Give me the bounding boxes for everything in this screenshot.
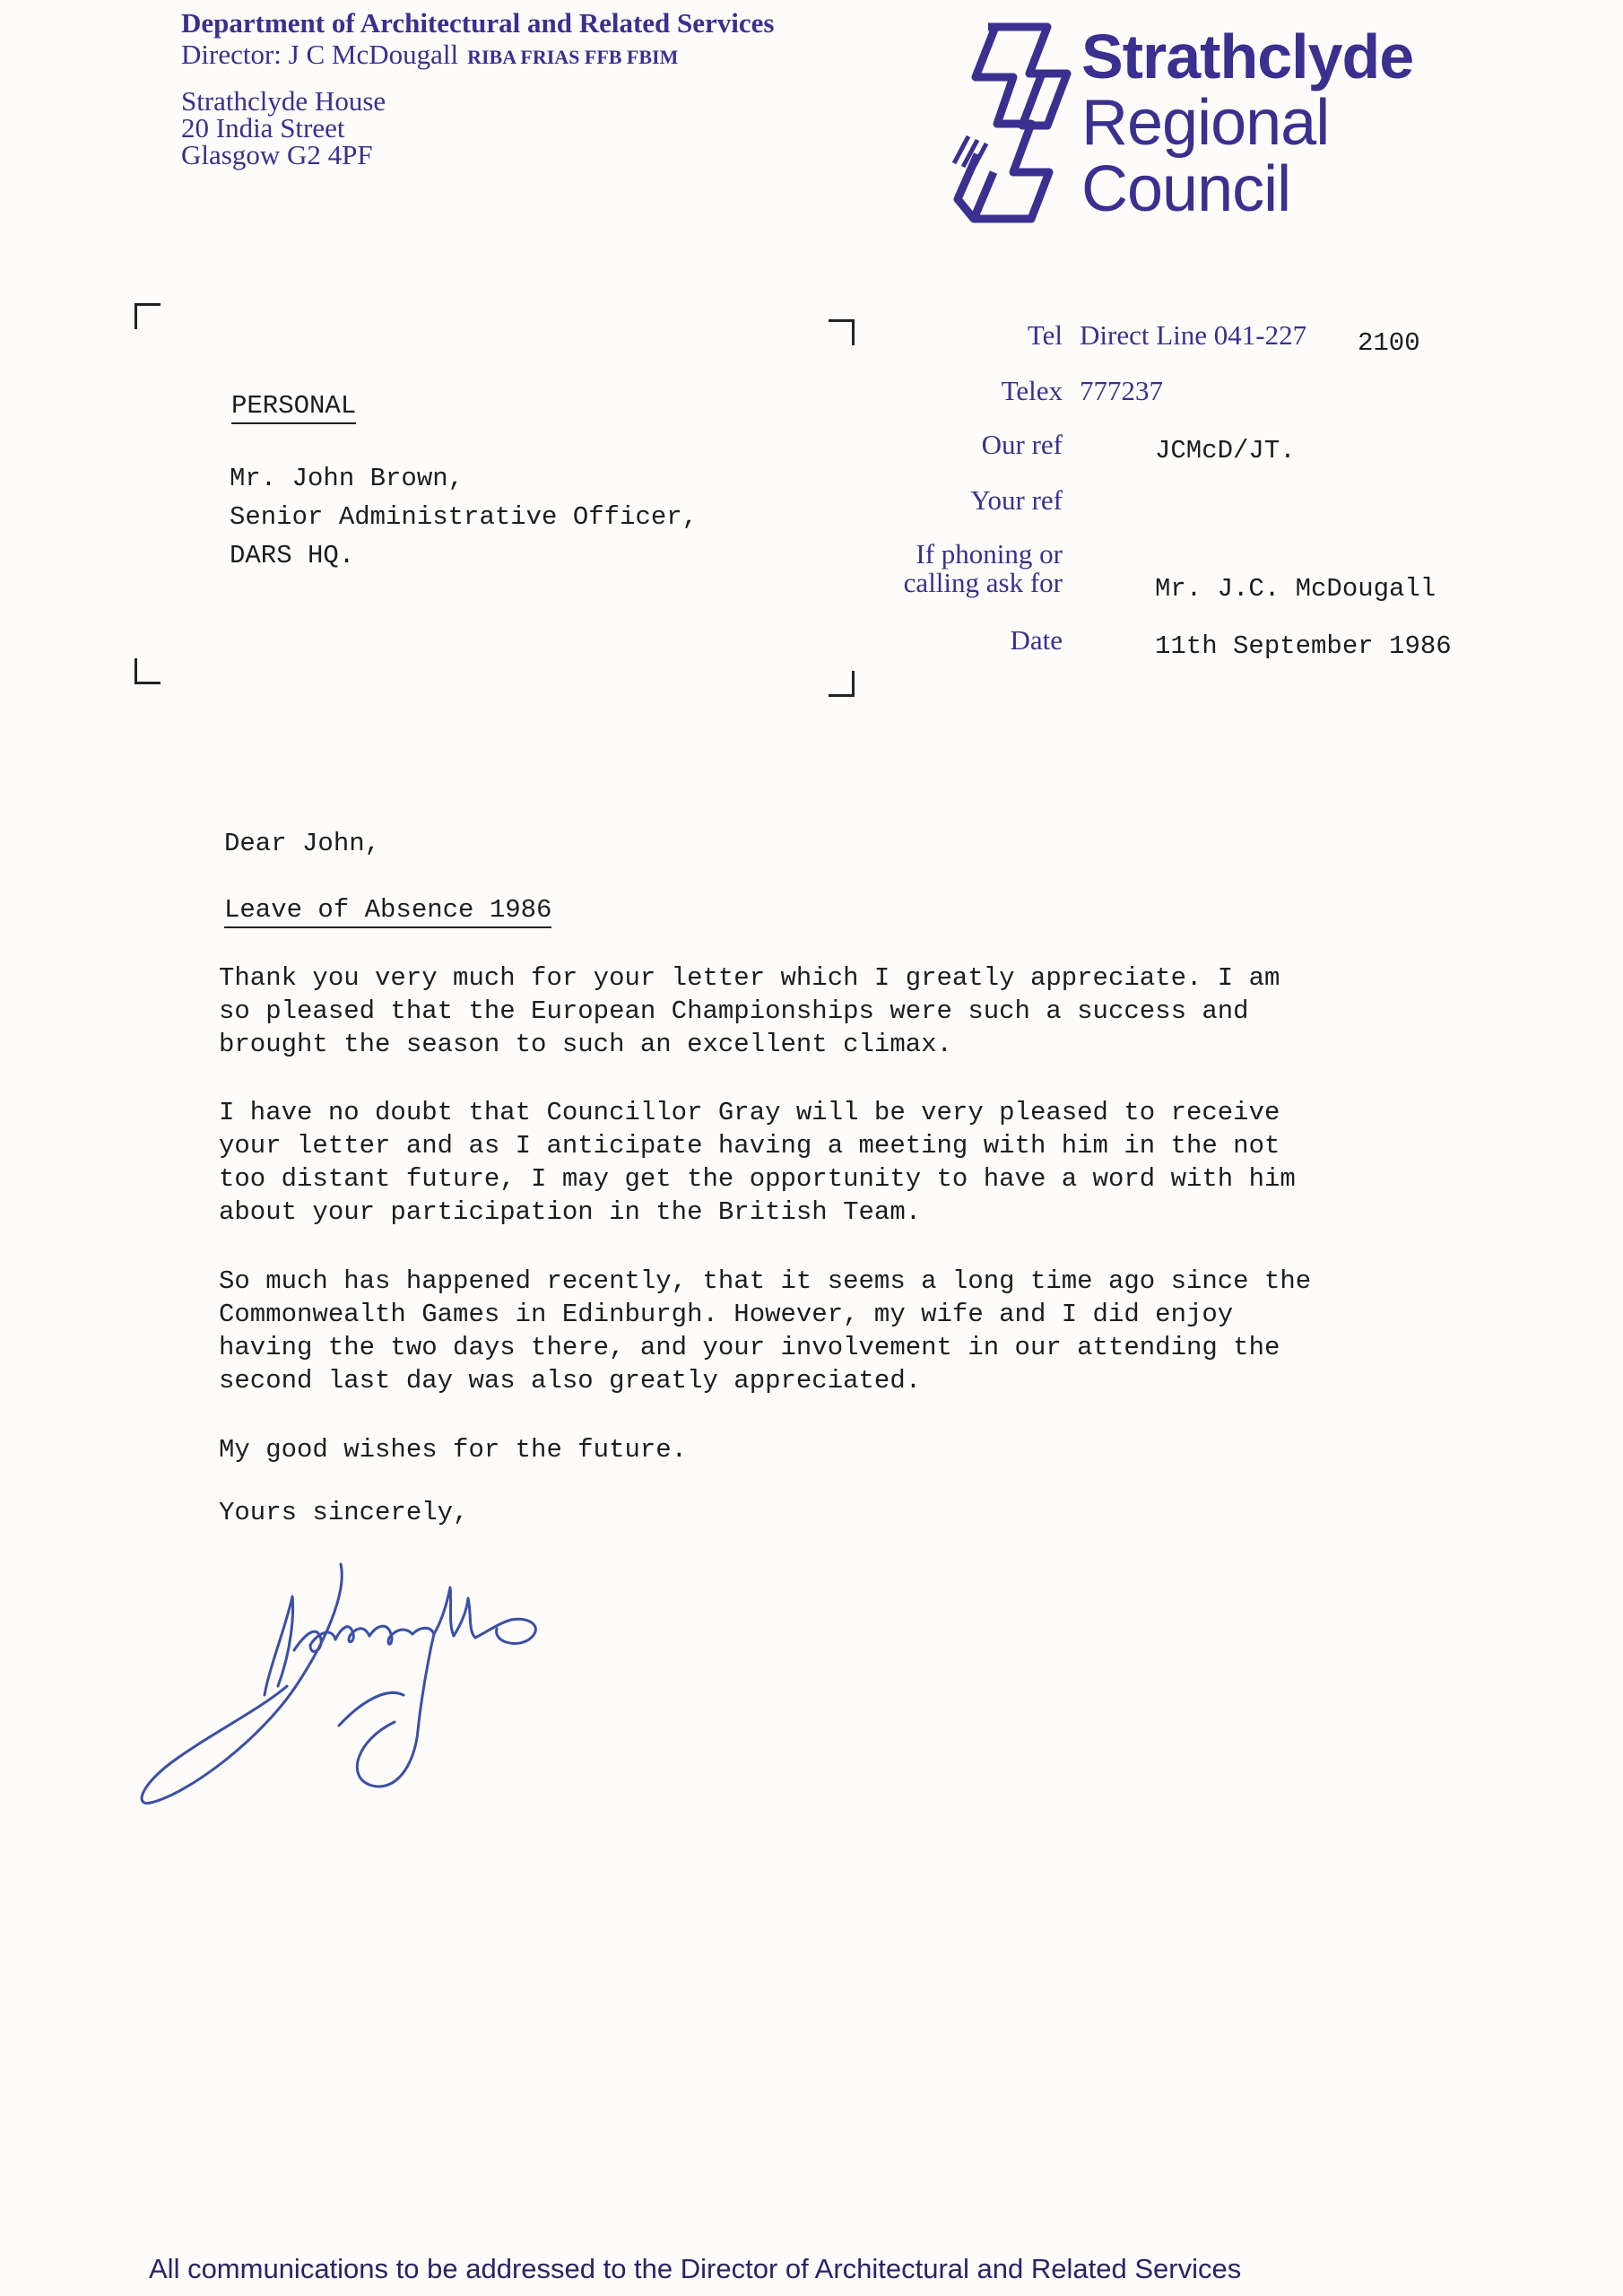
- recipient-line-1: Mr. John Brown,: [230, 464, 464, 493]
- address-line-2: 20 India Street: [181, 112, 345, 144]
- date-label: Date: [1010, 624, 1063, 656]
- director-qualifications: RIBA FRIAS FFB FBIM: [467, 46, 679, 68]
- our-ref-label: Our ref: [981, 429, 1063, 460]
- department-name: Department of Architectural and Related Services: [181, 7, 775, 39]
- ask-for-label-line-1: If phoning or: [916, 538, 1063, 570]
- ask-for-value: Mr. J.C. McDougall: [1155, 574, 1436, 604]
- paragraph-line: so pleased that the European Championships were such a success and: [219, 996, 1249, 1026]
- address-window-corner-bottom-left: [135, 658, 161, 684]
- direct-line: Direct Line 041-227: [1080, 319, 1307, 351]
- telex-label: Telex: [1001, 375, 1063, 406]
- director-line: [181, 39, 774, 73]
- recipient-line-2: Senior Administrative Officer,: [230, 502, 699, 532]
- paragraph-line: about your participation in the British Team.: [219, 1197, 922, 1227]
- paragraph-line: My good wishes for the future.: [219, 1435, 688, 1465]
- paragraph-line: So much has happened recently, that it seems a long time ago since the: [219, 1266, 1312, 1296]
- paragraph-line: I have no doubt that Councillor Gray will be very pleased to receive: [219, 1098, 1280, 1127]
- address-window-corner-top-right: [829, 319, 855, 345]
- paragraph-line: Thank you very much for your letter which I greatly appreciate. I am: [219, 963, 1280, 993]
- paragraph-line: Commonwealth Games in Edinburgh. However, my wife and I did enjoy: [219, 1300, 1234, 1329]
- council-address: [181, 85, 386, 170]
- footer-notice: All communications to be addressed to the Director of Architectural and Related Services: [149, 2253, 1242, 2284]
- personal-marking: PERSONAL: [231, 391, 356, 424]
- paragraph-line: your letter and as I anticipate having a meeting with him in the not: [219, 1131, 1280, 1161]
- ask-for-label-line-2: calling ask for: [903, 567, 1063, 598]
- logo-line-council: Council: [1081, 153, 1291, 225]
- body-paragraph-4: [219, 1433, 1384, 1466]
- logo-line-strathclyde: Strathclyde: [1081, 22, 1414, 91]
- your-ref-label: Your ref: [970, 484, 1063, 516]
- paragraph-line: brought the season to such an excellent climax.: [219, 1030, 952, 1059]
- letterhead-department-block: [181, 7, 774, 73]
- paragraph-line: having the two days there, and your involvement in our attending the: [219, 1333, 1280, 1362]
- telex-number: 777237: [1080, 375, 1163, 406]
- paragraph-line: too distant future, I may get the opportunity to have a word with him: [219, 1164, 1296, 1194]
- subject-line: Leave of Absence 1986: [224, 895, 551, 928]
- council-logo-wordmark: [1081, 22, 1414, 225]
- body-paragraph-2: [219, 1096, 1384, 1229]
- address-line-1: Strathclyde House: [181, 85, 386, 117]
- strathclyde-logo-icon: [942, 20, 1076, 226]
- recipient-line-3: DARS HQ.: [230, 541, 355, 570]
- address-line-3: Glasgow G2 4PF: [181, 139, 373, 170]
- salutation: Dear John,: [224, 829, 381, 858]
- closing: Yours sincerely,: [219, 1498, 469, 1527]
- body-paragraph-1: [219, 961, 1384, 1061]
- our-ref-value: JCMcD/JT.: [1155, 436, 1296, 465]
- handwritten-signature: [135, 1552, 637, 1821]
- address-window-corner-bottom-right: [829, 671, 855, 697]
- body-paragraph-3: [219, 1265, 1384, 1397]
- date-value: 11th September 1986: [1155, 631, 1452, 661]
- address-window-corner-top-left: [135, 303, 161, 329]
- recipient-address: [230, 459, 698, 575]
- paragraph-line: second last day was also greatly appreciated.: [219, 1366, 922, 1396]
- tel-extension: 2100: [1358, 328, 1420, 358]
- tel-label: Tel: [1027, 319, 1063, 351]
- logo-line-regional: Regional: [1081, 87, 1330, 159]
- director-name: Director: J C McDougall: [181, 39, 459, 70]
